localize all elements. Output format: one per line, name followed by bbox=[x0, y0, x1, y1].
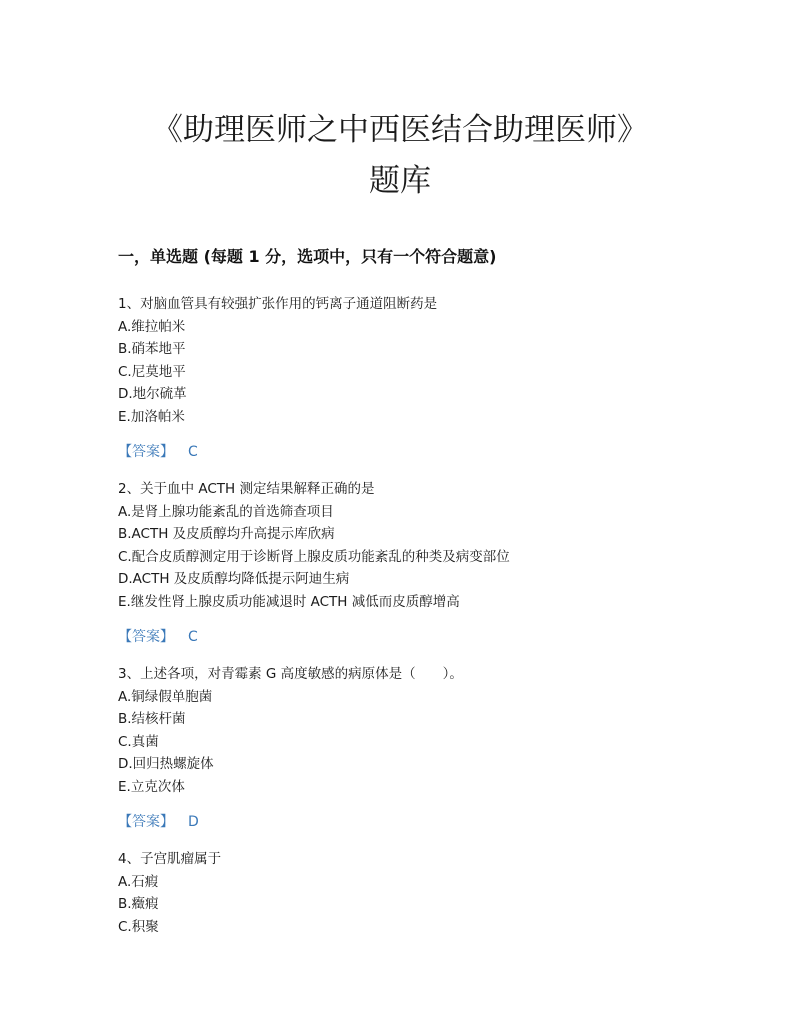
option-b: B.ACTH 及皮质醇均升高提示库欣病 bbox=[118, 526, 335, 543]
option-c: C.尼莫地平 bbox=[118, 363, 186, 380]
option-d: D.回归热螺旋体 bbox=[118, 756, 214, 773]
answer-value: D bbox=[188, 814, 199, 830]
option-b: B.硝苯地平 bbox=[118, 341, 186, 358]
question-stem: 1、对脑血管具有较强扩张作用的钙离子通道阻断药是 bbox=[118, 296, 438, 312]
document-title: 《助理医师之中西医结合助理医师》 bbox=[152, 112, 648, 148]
option-e: E.继发性肾上腺皮质功能减退时 ACTH 减低而皮质醇增高 bbox=[118, 593, 460, 610]
question-4 bbox=[118, 848, 718, 938]
question-1 bbox=[118, 293, 718, 429]
section-heading: 一，单选题 (每题 1 分，选项中，只有一个符合题意) bbox=[118, 247, 497, 266]
answer-3 bbox=[118, 811, 199, 833]
answer-label: 【答案】 bbox=[118, 444, 174, 460]
option-e: E.加洛帕米 bbox=[118, 408, 185, 425]
option-e: E.立克次体 bbox=[118, 778, 185, 795]
option-a: A.石瘕 bbox=[118, 873, 159, 890]
question-stem: 3、上述各项，对青霉素 G 高度敏感的病原体是（ ）。 bbox=[118, 666, 463, 682]
option-d: D.地尔硫革 bbox=[118, 386, 187, 403]
answer-label: 【答案】 bbox=[118, 814, 174, 830]
option-b: B.结核杆菌 bbox=[118, 711, 186, 728]
option-d: D.ACTH 及皮质醇均降低提示阿迪生病 bbox=[118, 571, 350, 588]
answer-label: 【答案】 bbox=[118, 629, 174, 645]
option-c: C.配合皮质醇测定用于诊断肾上腺皮质功能紊乱的种类及病变部位 bbox=[118, 548, 510, 565]
answer-2 bbox=[118, 626, 198, 648]
option-c: C.真菌 bbox=[118, 733, 159, 750]
answer-1 bbox=[118, 441, 198, 463]
question-stem: 4、子宫肌瘤属于 bbox=[118, 851, 222, 867]
answer-value: C bbox=[188, 629, 198, 645]
option-c: C.积聚 bbox=[118, 918, 159, 935]
option-a: A.是肾上腺功能紊乱的首选筛查项目 bbox=[118, 503, 334, 520]
question-3 bbox=[118, 663, 718, 799]
option-a: A.维拉帕米 bbox=[118, 318, 186, 335]
document-title-subtitle: 题库 bbox=[369, 163, 431, 199]
question-2 bbox=[118, 478, 718, 614]
option-a: A.铜绿假单胞菌 bbox=[118, 688, 213, 705]
option-b: B.癥瘕 bbox=[118, 896, 159, 913]
answer-value: C bbox=[188, 444, 198, 460]
question-stem: 2、关于血中 ACTH 测定结果解释正确的是 bbox=[118, 481, 375, 497]
